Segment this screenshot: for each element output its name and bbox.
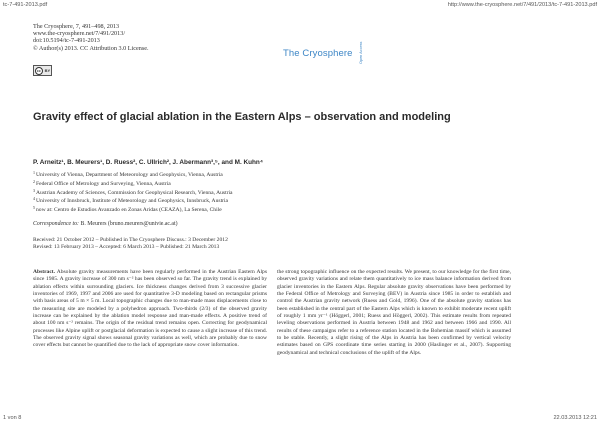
affiliation-item: $^4$University of Innsbruck, Institute of Meteorology and Geophysics, Innsbruck, Austria [33, 196, 229, 205]
correspondence-label: Correspondence to: [33, 221, 79, 227]
doi[interactable]: doi:10.5194/tc-7-491-2013 [33, 37, 100, 45]
abstract-column [33, 269, 267, 350]
journal-logo [283, 39, 363, 67]
open-access-label: Open Access [358, 41, 363, 65]
page-counter: 1 von 8 [3, 415, 22, 421]
paper-page [33, 12, 567, 412]
pdf-filename: tc-7-491-2013.pdf [3, 2, 48, 8]
cc-icon: cc [35, 67, 43, 75]
publication-dates [33, 237, 228, 251]
abstract-text: Absolute gravity measurements have been regularly performed in the Austrian Eastern Alps since 1985. A gravity increase of 300 nm s⁻² has been observed so far. The gravity trend is explained by ablation effects within surrounding glaciers. Ice thickness changes derived from 3 successive glacier inventories of 1969, 1997 and 2006 are used for quantitative 3-D modeling based on rectangular prisms with basis areas of 5 m × 5 m. Local topographic changes due to man-made mass displacements close to the measuring site are modeled by a polyhedron approach. Two-thirds (2/3) of the observed gravity increase can be explained by the ablation model response and man-made effects. A positive trend of about 100 nm s⁻² remains. The origin of the residual trend remains open. Correcting for geodynamical processes like Alpine uplift or postglacial deformation is expected to cause a slight increase of this trend. The observed gravity signal shows seasonal gravity variations as well, which are probably due to snow cover effects but cannot be quantified due to the lack of appropriate snow cover information. [33, 269, 267, 349]
affiliation-item: $^3$Austrian Academy of Sciences, Commission for Geophysical Research, Vienna, Austria [33, 187, 233, 196]
creative-commons-badge [33, 65, 52, 76]
affiliation-item: $^5$now at: Centro de Estudios Avanzado en Zonas Aridas (CEAZA), La Serena, Chile [33, 205, 222, 214]
journal-header [33, 23, 149, 52]
received-line: Received: 21 October 2012 – Published in The Cryosphere Discuss.: 3 December 2012 [33, 237, 228, 243]
affiliation-item: $^2$Federal Office of Metrology and Surveying, Vienna, Austria [33, 178, 171, 187]
journal-logo-text: The Cryosphere [283, 47, 353, 59]
correspondence-email[interactable]: B. Meurers (bruno.meurers@univie.ac.at) [80, 221, 178, 227]
paper-title: Gravity effect of glacial ablation in the Eastern Alps – observation and modeling [33, 111, 451, 123]
journal-url[interactable]: www.the-cryosphere.net/7/491/2013/ [33, 30, 126, 38]
print-timestamp: 22.03.2013 12:21 [553, 415, 597, 421]
pdf-viewer-header [0, 2, 600, 10]
revised-line: Revised: 13 February 2013 – Accepted: 6 March 2013 – Published: 21 March 2013 [33, 244, 220, 251]
affiliations [33, 170, 233, 214]
by-icon: BY [44, 68, 51, 73]
journal-citation: The Cryosphere, 7, 491–498, 2013 [33, 23, 120, 30]
license-line: © Author(s) 2013. CC Attribution 3.0 License. [33, 44, 149, 52]
correspondence [33, 221, 178, 227]
intro-column: the strong topographic influence on the expected results. We present, to our knowledge for the first time, observed gravity variations and relate them quantitatively to ice mass balance information derived from glacier inventories in the Eastern Alps. Regular absolute gravity observations have been performed by the Federal Office of Metrology and Surveying (BEV) in Austria since 1985 in order to establish and control the Austrian gravity network (Ruess and Gold, 1996). One of the absolute gravity stations has been established in the central part of the Eastern Alps which is known to exhibit moderate recent uplift of roughly 1 mm yr⁻¹ (Höggerl, 2001; Ruess and Höggerl, 2002). This estimate results from repeated leveling observations performed in Austria between 1948 and 1962 and between 1966 and 1990. All results of these campaigns refer to a reference station located in the Bohemian massif which is assumed to be stable. Recently, a slight rising of the Alps in Austria has been confirmed by vertical velocity estimates based on GPS coordinate time series starting in 2000 (Haslinger et al., 2007). Supporting geodynamical and technical conclusions of the uplift of the Alps. [277, 269, 511, 356]
author-list: P. Arneitz¹, B. Meurers¹, D. Ruess², C. Ullrich², J. Abermann³,⁵, and M. Kuhn⁴ [33, 159, 263, 166]
abstract-label: Abstract. [33, 269, 56, 275]
affiliation-item: $^1$University of Vienna, Department of Meteorology and Geophysics, Vienna, Austria [33, 170, 223, 178]
pdf-viewer-footer [0, 415, 600, 423]
pdf-url[interactable]: http://www.the-cryosphere.net/7/491/2013/tc-7-491-2013.pdf [447, 2, 597, 8]
